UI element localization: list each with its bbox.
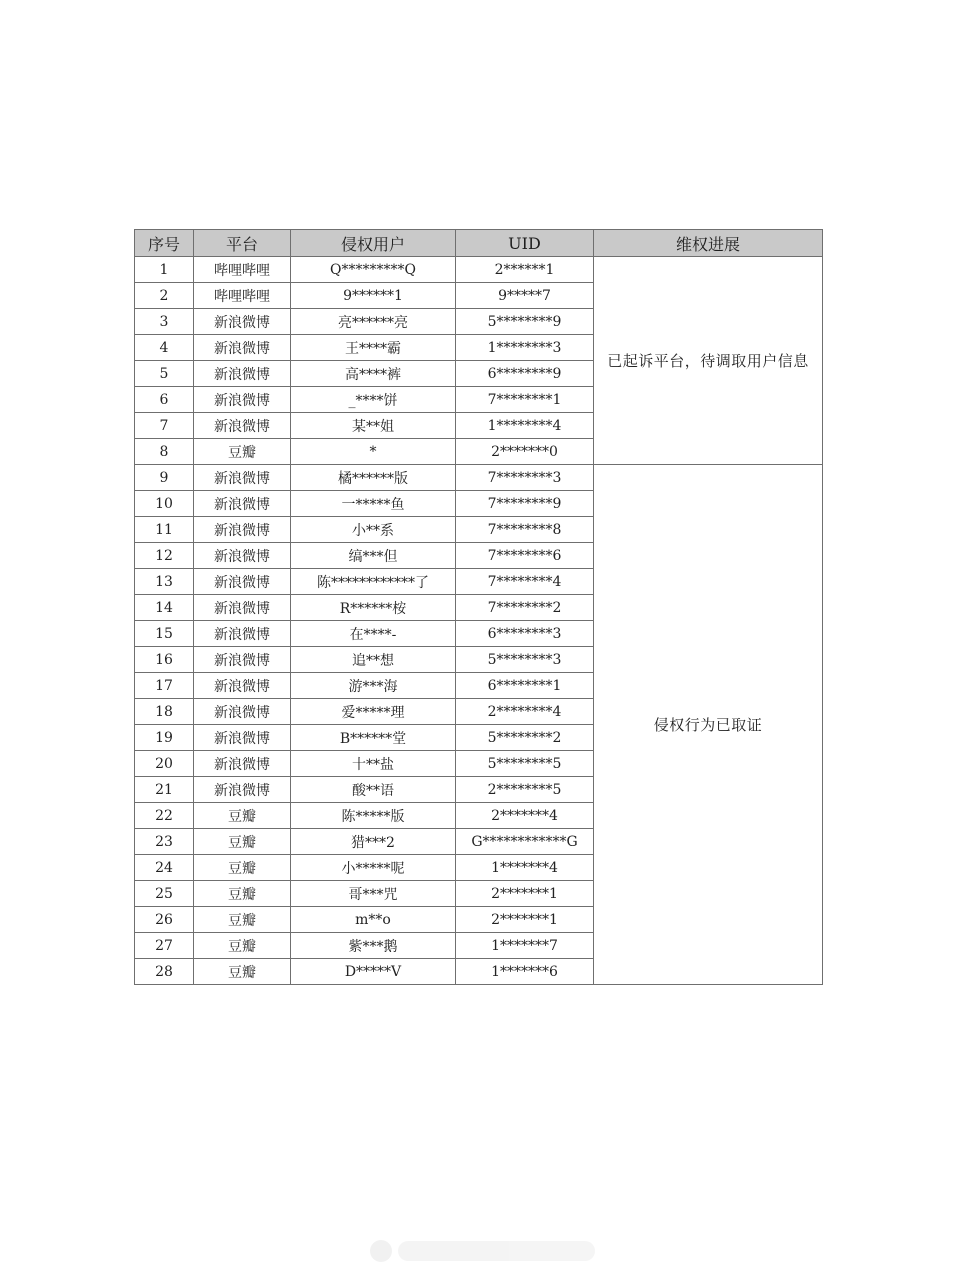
row-user: 陈*****版: [291, 803, 456, 829]
row-index: 10: [135, 491, 194, 517]
row-platform: 豆瓣: [194, 855, 291, 881]
row-uid: G************G: [456, 829, 594, 855]
row-user: 高****裤: [291, 361, 456, 387]
row-platform: 新浪微博: [194, 621, 291, 647]
row-platform: 新浪微博: [194, 699, 291, 725]
row-uid: 2*******1: [456, 881, 594, 907]
row-index: 5: [135, 361, 194, 387]
row-user: 游***海: [291, 673, 456, 699]
row-index: 23: [135, 829, 194, 855]
row-index: 13: [135, 569, 194, 595]
row-platform: 豆瓣: [194, 907, 291, 933]
row-platform: 哔哩哔哩: [194, 257, 291, 283]
row-user: B******堂: [291, 725, 456, 751]
row-uid: 6********1: [456, 673, 594, 699]
row-index: 14: [135, 595, 194, 621]
row-platform: 新浪微博: [194, 361, 291, 387]
row-index: 28: [135, 959, 194, 985]
row-index: 26: [135, 907, 194, 933]
row-index: 24: [135, 855, 194, 881]
watermark: [370, 1238, 595, 1264]
row-platform: 新浪微博: [194, 777, 291, 803]
row-index: 2: [135, 283, 194, 309]
row-uid: 1********4: [456, 413, 594, 439]
row-uid: 1********3: [456, 335, 594, 361]
header-index: 序号: [135, 230, 194, 257]
row-user: Q*********Q: [291, 257, 456, 283]
row-user: *: [291, 439, 456, 465]
row-uid: 2********4: [456, 699, 594, 725]
row-uid: 7********6: [456, 543, 594, 569]
row-uid: 2*******0: [456, 439, 594, 465]
row-user: 小**系: [291, 517, 456, 543]
row-index: 7: [135, 413, 194, 439]
row-index: 27: [135, 933, 194, 959]
row-user: 某**姐: [291, 413, 456, 439]
row-uid: 7********9: [456, 491, 594, 517]
row-user: 追**想: [291, 647, 456, 673]
row-platform: 新浪微博: [194, 543, 291, 569]
row-uid: 2*******4: [456, 803, 594, 829]
header-uid: UID: [456, 230, 594, 257]
row-platform: 豆瓣: [194, 439, 291, 465]
header-progress: 维权进展: [594, 230, 823, 257]
row-user: 爱*****理: [291, 699, 456, 725]
row-user: 紫***鹅: [291, 933, 456, 959]
row-user: 陈************了: [291, 569, 456, 595]
row-uid: 6********3: [456, 621, 594, 647]
row-user: 哥***咒: [291, 881, 456, 907]
row-platform: 新浪微博: [194, 413, 291, 439]
row-platform: 新浪微博: [194, 335, 291, 361]
row-index: 9: [135, 465, 194, 491]
row-uid: 7********3: [456, 465, 594, 491]
row-uid: 1*******7: [456, 933, 594, 959]
row-index: 3: [135, 309, 194, 335]
row-uid: 2*******1: [456, 907, 594, 933]
row-platform: 新浪微博: [194, 569, 291, 595]
row-index: 1: [135, 257, 194, 283]
row-index: 25: [135, 881, 194, 907]
row-index: 20: [135, 751, 194, 777]
row-user: 亮******亮: [291, 309, 456, 335]
row-platform: 新浪微博: [194, 595, 291, 621]
row-index: 17: [135, 673, 194, 699]
row-uid: 6********9: [456, 361, 594, 387]
row-user: 缟***但: [291, 543, 456, 569]
row-user: 猎***2: [291, 829, 456, 855]
row-platform: 新浪微博: [194, 309, 291, 335]
row-uid: 9*****7: [456, 283, 594, 309]
row-user: 一*****鱼: [291, 491, 456, 517]
row-index: 15: [135, 621, 194, 647]
row-user: _****饼: [291, 387, 456, 413]
row-user: D*****V: [291, 959, 456, 985]
row-platform: 新浪微博: [194, 465, 291, 491]
row-uid: 7********8: [456, 517, 594, 543]
header-user: 侵权用户: [291, 230, 456, 257]
row-user: 橘******版: [291, 465, 456, 491]
row-platform: 豆瓣: [194, 881, 291, 907]
table-row: [135, 257, 823, 283]
row-user: 王****霸: [291, 335, 456, 361]
row-platform: 新浪微博: [194, 517, 291, 543]
row-index: 12: [135, 543, 194, 569]
row-platform: 哔哩哔哩: [194, 283, 291, 309]
row-platform: 新浪微博: [194, 751, 291, 777]
table-row: [135, 465, 823, 491]
row-uid: 7********2: [456, 595, 594, 621]
row-uid: 5********5: [456, 751, 594, 777]
row-index: 6: [135, 387, 194, 413]
row-platform: 豆瓣: [194, 803, 291, 829]
row-uid: 2******1: [456, 257, 594, 283]
row-index: 18: [135, 699, 194, 725]
row-uid: 1*******6: [456, 959, 594, 985]
row-user: 在****-: [291, 621, 456, 647]
table-body: [135, 257, 823, 985]
row-user: R******桉: [291, 595, 456, 621]
row-platform: 新浪微博: [194, 725, 291, 751]
watermark-bar: [398, 1241, 595, 1261]
header-row: [135, 230, 823, 257]
row-platform: 新浪微博: [194, 491, 291, 517]
row-platform: 新浪微博: [194, 673, 291, 699]
row-uid: 7********1: [456, 387, 594, 413]
row-platform: 新浪微博: [194, 387, 291, 413]
row-user: m**o: [291, 907, 456, 933]
row-uid: 5********3: [456, 647, 594, 673]
infringement-table: [134, 229, 823, 985]
row-platform: 豆瓣: [194, 933, 291, 959]
row-index: 11: [135, 517, 194, 543]
row-index: 4: [135, 335, 194, 361]
row-index: 8: [135, 439, 194, 465]
progress-status: 侵权行为已取证: [594, 465, 823, 985]
row-uid: 5********2: [456, 725, 594, 751]
row-platform: 豆瓣: [194, 959, 291, 985]
row-user: 小*****呢: [291, 855, 456, 881]
row-user: 酸**语: [291, 777, 456, 803]
row-uid: 2********5: [456, 777, 594, 803]
progress-status: 已起诉平台，待调取用户信息: [594, 257, 823, 465]
watermark-logo-icon: [370, 1240, 392, 1262]
row-index: 19: [135, 725, 194, 751]
header-platform: 平台: [194, 230, 291, 257]
row-index: 16: [135, 647, 194, 673]
row-index: 22: [135, 803, 194, 829]
row-index: 21: [135, 777, 194, 803]
row-uid: 5********9: [456, 309, 594, 335]
row-user: 十**盐: [291, 751, 456, 777]
row-uid: 1*******4: [456, 855, 594, 881]
row-platform: 豆瓣: [194, 829, 291, 855]
row-uid: 7********4: [456, 569, 594, 595]
row-user: 9******1: [291, 283, 456, 309]
row-platform: 新浪微博: [194, 647, 291, 673]
